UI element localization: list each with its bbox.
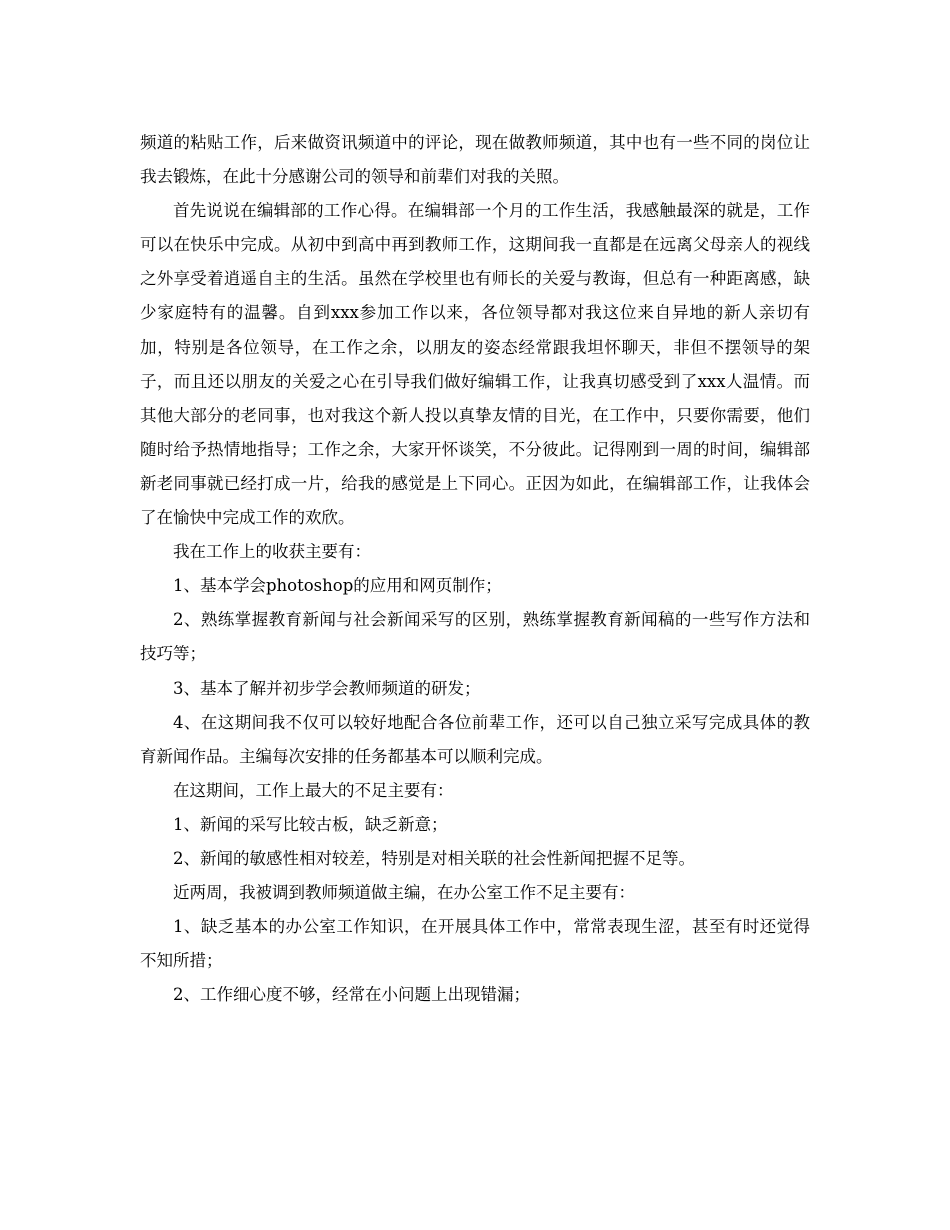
paragraph: 近两周，我被调到教师频道做主编，在办公室工作不足主要有： — [173, 883, 635, 903]
paragraph: 频道的粘贴工作，后来做资讯频道中的评论，现在做教师频道，其中也有一些不同的岗位让我去锻炼，在此十分感谢公司的领导和前辈们对我的关照。 — [140, 133, 810, 187]
list-item: 2、新闻的敏感性相对较差，特别是对相关联的社会性新闻把握不足等。 — [173, 848, 695, 868]
list-item: 2、熟练掌握教育新闻与社会新闻采写的区别，熟练掌握教育新闻稿的一些写作方法和技巧等； — [140, 610, 810, 664]
document-body — [140, 126, 810, 1012]
paragraph: 我在工作上的收获主要有： — [173, 542, 371, 562]
list-item: 1、缺乏基本的办公室工作知识，在开展具体工作中，常常表现生涩，甚至有时还觉得不知所措； — [140, 917, 810, 971]
paragraph: 在这期间，工作上最大的不足主要有： — [173, 780, 454, 800]
list-item: 1、新闻的采写比较古板，缺乏新意； — [173, 814, 448, 834]
list-item: 3、基本了解并初步学会教师频道的研发； — [173, 678, 481, 698]
list-item: 2、工作细心度不够，经常在小问题上出现错漏； — [173, 985, 530, 1005]
list-item: 4、在这期间我不仅可以较好地配合各位前辈工作，还可以自己独立采写完成具体的教育新闻作品。主编每次安排的任务都基本可以顺利完成。 — [140, 712, 810, 766]
list-item: 1、基本学会photoshop的应用和网页制作； — [173, 576, 502, 596]
paragraph: 首先说说在编辑部的工作心得。在编辑部一个月的工作生活，我感触最深的就是，工作可以在快乐中完成。从初中到高中再到教师工作，这期间我一直都是在远离父母亲人的视线之外享受着逍遥自主的生活。虽然在学校里也有师长的关爱与教诲，但总有一种距离感，缺少家庭特有的温馨。自到xxx参加工作以来，各位领导都对我这位来自异地的新人亲切有加，特别是各位领导，在工作之余，以朋友的姿态经常跟我坦怀聊天，非但不摆领导的架子，而且还以朋友的关爱之心在引导我们做好编辑工作，让我真切感受到了xxx人温情。而其他大部分的老同事，也对我这个新人投以真挚友情的目光，在工作中，只要你需要，他们随时给予热情地指导；工作之余，大家开怀谈笑，不分彼此。记得刚到一周的时间，编辑部新老同事就已经打成一片，给我的感觉是上下同心。正因为如此，在编辑部工作，让我体会了在愉快中完成工作的欢欣。 — [140, 201, 810, 528]
